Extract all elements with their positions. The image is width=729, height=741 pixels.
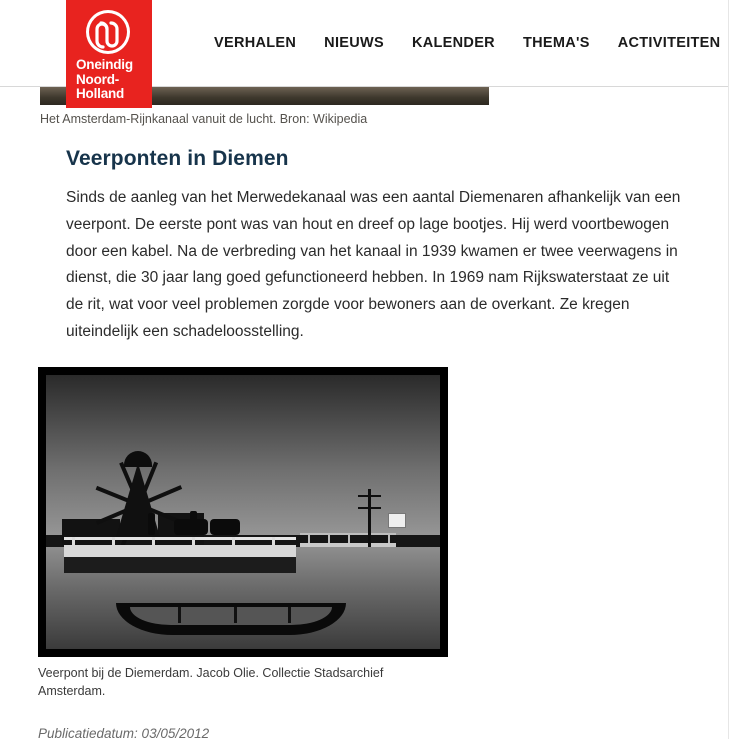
nav-item-verhalen[interactable]: VERHALEN bbox=[214, 35, 297, 51]
rowboat-bench bbox=[234, 607, 237, 623]
site-logo[interactable] bbox=[66, 0, 152, 108]
article bbox=[0, 147, 729, 741]
page-title: Veerponten in Diemen bbox=[66, 147, 289, 171]
hero-right-margin bbox=[489, 87, 729, 105]
rowboat-bench bbox=[178, 607, 181, 623]
pontoon-deck bbox=[64, 545, 296, 557]
logo-line-1: Oneindig bbox=[76, 57, 133, 72]
historic-photo-veerpont[interactable] bbox=[38, 367, 448, 657]
publication-date: Publicatiedatum: 03/05/2012 bbox=[38, 726, 210, 741]
figure-caption: Veerpont bij de Diemerdam. Jacob Olie. Collectie Stadsarchief Amsterdam. bbox=[38, 666, 384, 699]
hero-caption: Het Amsterdam-Rijnkanaal vanuit de lucht. Bron: Wikipedia bbox=[40, 112, 368, 126]
nav-item-nieuws[interactable]: NIEUWS bbox=[324, 35, 384, 51]
pontoon-railing bbox=[64, 537, 296, 540]
nav-item-activiteiten[interactable]: ACTIVITEITEN bbox=[617, 35, 721, 51]
mast-pole bbox=[368, 489, 371, 547]
nav-item-themas[interactable]: THEMA'S bbox=[522, 35, 590, 51]
article-figure bbox=[38, 367, 448, 700]
photo-canvas bbox=[38, 367, 448, 657]
nav-item-kalender[interactable]: KALENDER bbox=[411, 35, 495, 51]
article-body bbox=[66, 185, 689, 345]
logo-line-2: Noord- bbox=[76, 71, 120, 87]
pontoon-hull bbox=[64, 557, 296, 573]
hero-left-margin bbox=[0, 87, 40, 105]
person-figure bbox=[190, 511, 197, 535]
article-paragraph: Sinds de aanleg van het Merwedekanaal was een aantal Diemenaren afhankelijk van een veerpont. De eerste pont was van hout en dreef op lage bootjes. Hij werd voortbewogen door een kabel. Na de verbreding van het kanaal in 1939 kwamen er twee veerwagens in dienst, die 30 jaar lang goed gefunctioneerd hebben. In 1969 nam Rijkswaterstaat ze uit de rit, wat voor veel problemen zorgde voor bewoners aan de overkant. Ze kregen uiteindelijk een schadeloosstelling. bbox=[66, 189, 681, 340]
site-header bbox=[0, 0, 729, 102]
logo-line-3: Holland bbox=[76, 86, 125, 102]
horse-figure bbox=[210, 519, 240, 535]
main-navigation bbox=[200, 0, 729, 86]
bridge-deck bbox=[300, 543, 396, 547]
rowboat-interior bbox=[130, 607, 332, 625]
mast-crossbar bbox=[358, 507, 381, 509]
person-figure bbox=[148, 513, 155, 535]
rowboat-bench bbox=[288, 607, 291, 623]
sign-board bbox=[388, 513, 406, 528]
mast-crossbar bbox=[358, 495, 381, 497]
infinity-fingerprint-icon bbox=[84, 8, 132, 56]
